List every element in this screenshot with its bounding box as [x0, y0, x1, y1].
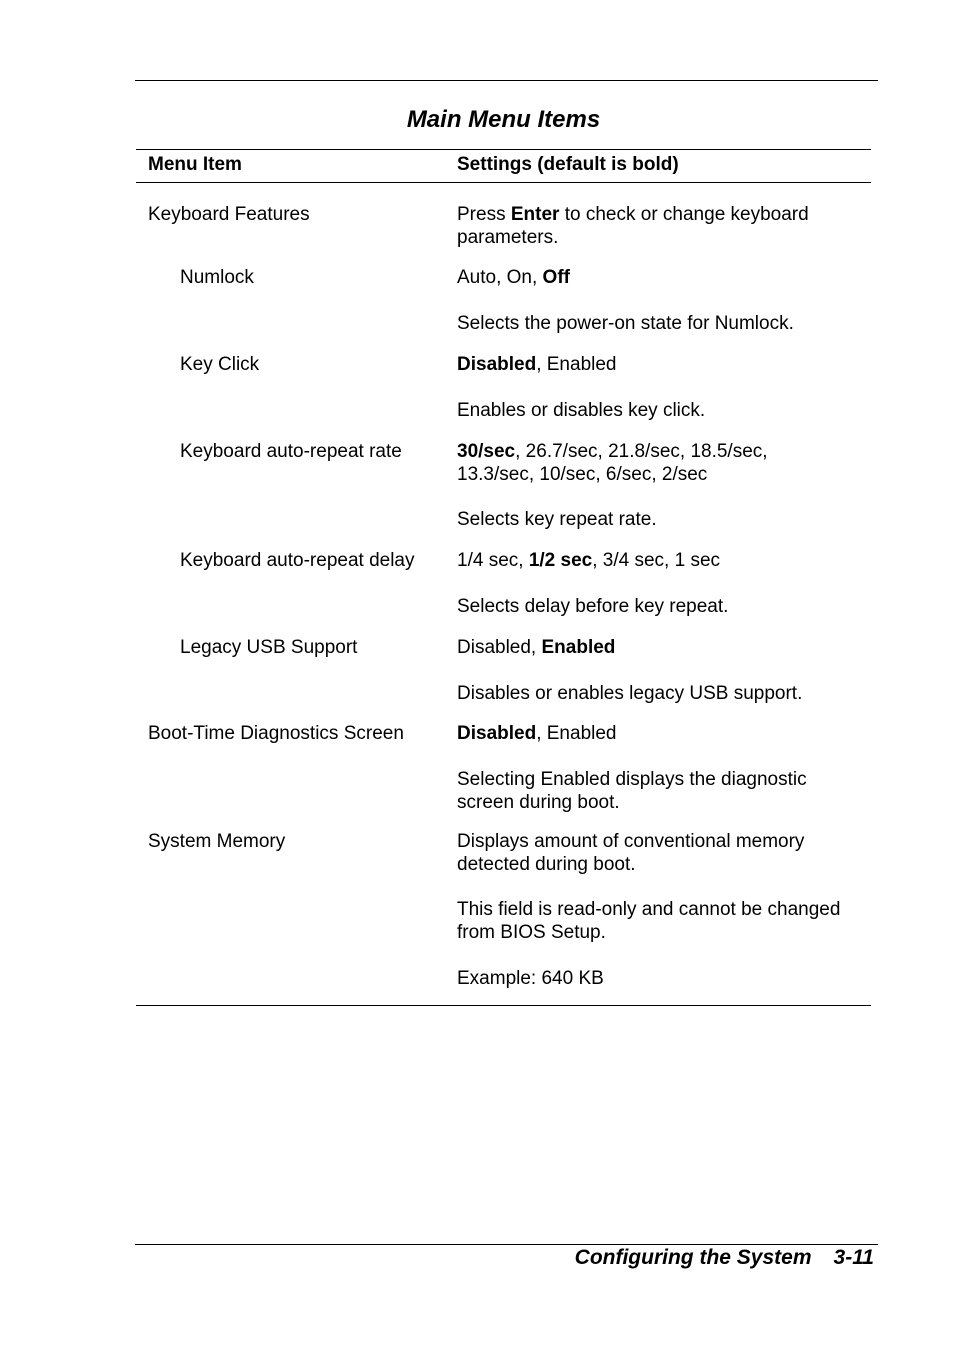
header-bottom-rule [136, 182, 871, 183]
row-options-key-click: Disabled, Enabled [457, 354, 617, 375]
row-note-system-memory: This field is read-only and cannot be changed from BIOS Setup. [457, 899, 841, 943]
row-desc-repeat-delay: Selects delay before key repeat. [457, 596, 729, 617]
row-options-repeat-delay: 1/4 sec, 1/2 sec, 3/4 sec, 1 sec [457, 550, 721, 571]
row-label-repeat-rate: Keyboard auto-repeat rate [180, 441, 402, 462]
table-bottom-rule [136, 1005, 871, 1006]
row-label-key-click: Key Click [180, 354, 260, 375]
row-desc-repeat-rate: Selects key repeat rate. [457, 509, 657, 530]
page-footer [575, 1246, 874, 1270]
table-title: Main Menu Items [406, 106, 601, 133]
column-header-settings: Settings (default is bold) [457, 154, 679, 175]
row-label-boot-diagnostics: Boot-Time Diagnostics Screen [148, 723, 404, 744]
row-label-legacy-usb: Legacy USB Support [180, 637, 358, 658]
row-label-repeat-delay: Keyboard auto-repeat delay [180, 550, 415, 571]
row-options-legacy-usb: Disabled, Enabled [457, 637, 616, 658]
row-options-repeat-rate: 30/sec, 26.7/sec, 21.8/sec, 18.5/sec, 13.3/sec, 10/sec, 6/sec, 2/sec [457, 441, 768, 485]
footer-section-title: Configuring the System [574, 1246, 812, 1269]
column-header-menu-item: Menu Item [148, 154, 242, 175]
row-options-boot-diagnostics: Disabled, Enabled [457, 723, 617, 744]
row-desc-boot-diagnostics: Selecting Enabled displays the diagnostic screen during boot. [457, 769, 807, 813]
row-desc-numlock: Selects the power-on state for Numlock. [457, 313, 794, 334]
row-label-keyboard-features: Keyboard Features [148, 204, 310, 225]
row-options-numlock: Auto, On, Off [457, 267, 570, 288]
footer-page-number: 3-11 [833, 1246, 874, 1269]
header-top-rule [136, 149, 871, 150]
row-settings-keyboard-features: Press Enter to check or change keyboard parameters. [457, 204, 809, 248]
row-label-system-memory: System Memory [148, 831, 286, 852]
row-desc-system-memory: Displays amount of conventional memory detected during boot. [457, 831, 805, 875]
top-rule [135, 80, 878, 81]
footer-rule [135, 1244, 878, 1245]
row-desc-legacy-usb: Disables or enables legacy USB support. [457, 683, 803, 704]
row-label-numlock: Numlock [180, 267, 254, 288]
row-example-system-memory: Example: 640 KB [457, 968, 604, 989]
row-desc-key-click: Enables or disables key click. [457, 400, 706, 421]
